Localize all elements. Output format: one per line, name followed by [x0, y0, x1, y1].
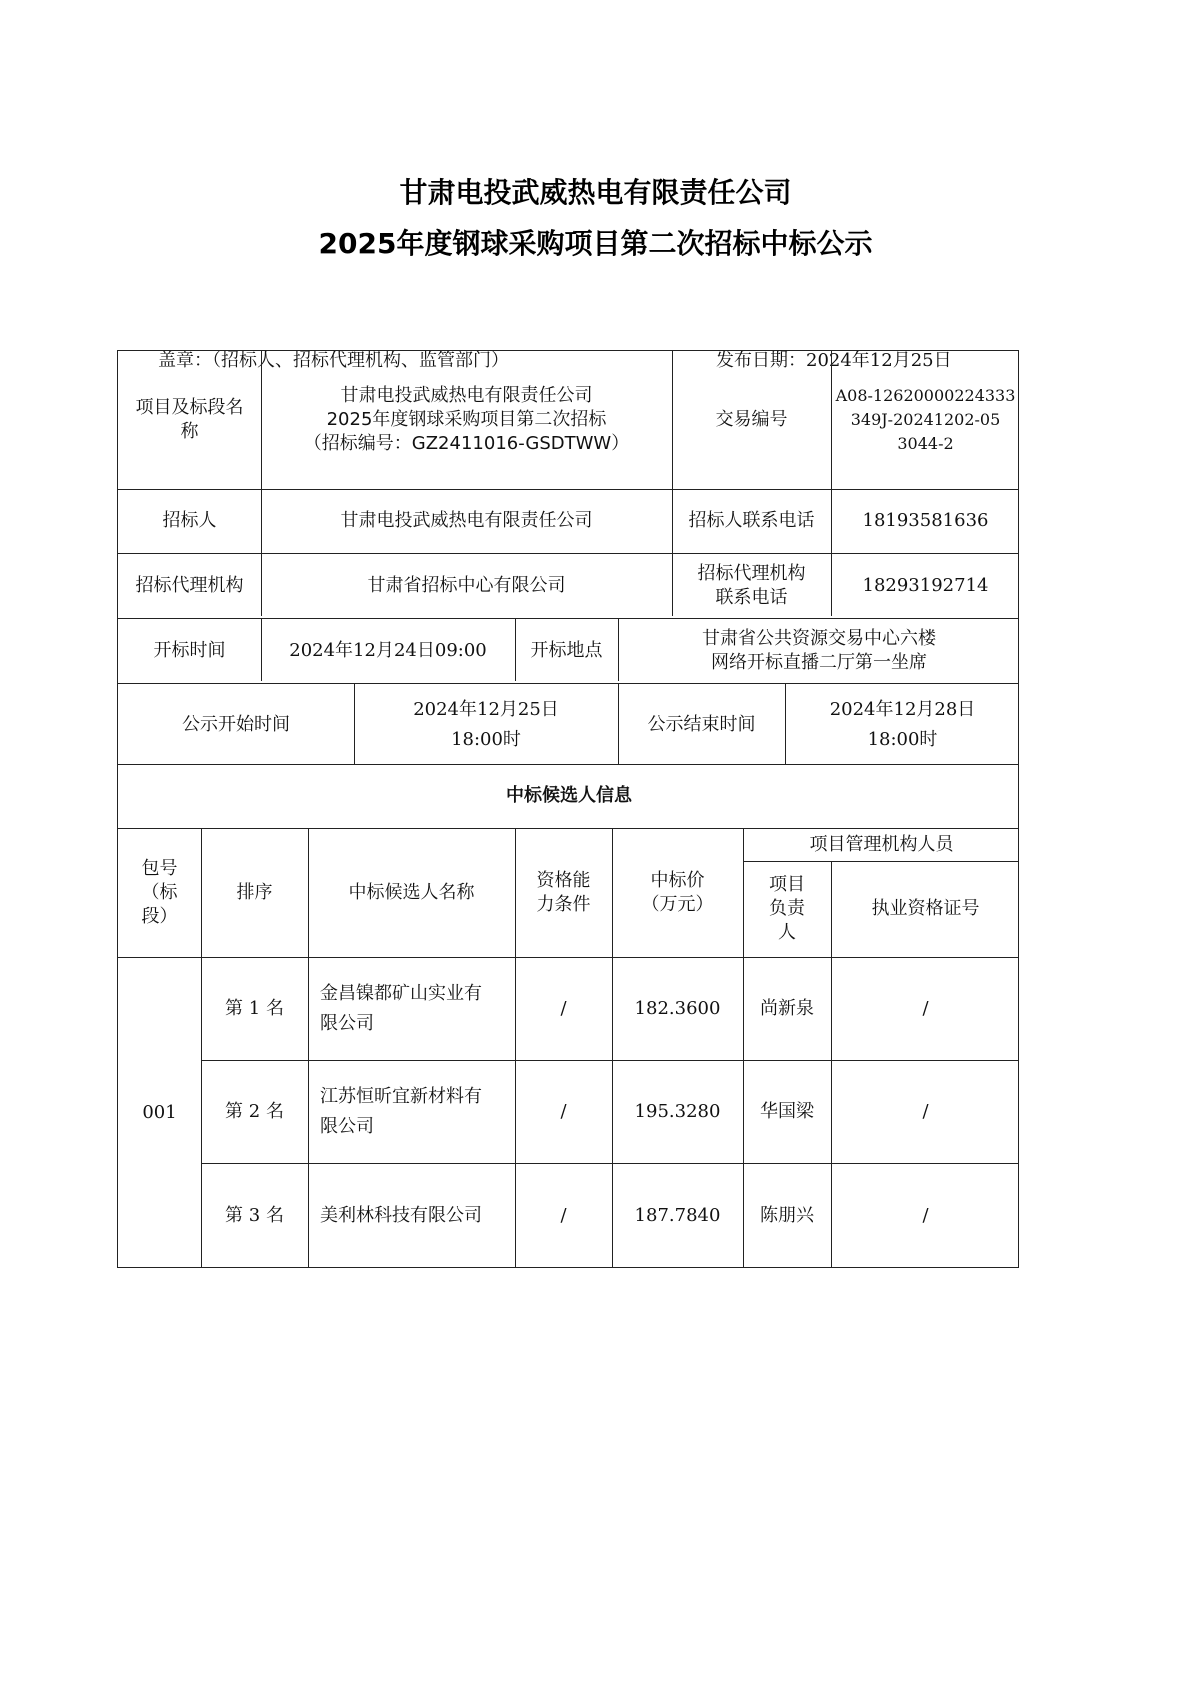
title-line-1: 甘肃电投武威热电有限责任公司: [399, 176, 792, 209]
agency-phone: 18293192714: [862, 574, 989, 596]
header-qualification: 资格能力条件: [536, 869, 591, 915]
open-place: 甘肃省公共资源交易中心六楼 网络开标直播二厅第一坐席: [702, 627, 936, 673]
notice-end-label: 公示结束时间: [647, 713, 756, 735]
project-label: 项目及标段名称: [135, 397, 244, 442]
trade-no-label: 交易编号: [715, 409, 788, 430]
row1-rank: 第 1 名: [225, 997, 284, 1019]
publish-date: 发布日期：2024年12月25日: [716, 350, 952, 371]
tenderer-phone: 18193581636: [862, 510, 989, 531]
agency-label: 招标代理机构: [135, 574, 244, 596]
notice-start-label: 公示开始时间: [182, 713, 290, 735]
header-leader: 项目负责人: [769, 874, 805, 943]
row1-cert: /: [922, 997, 929, 1019]
row1-name: 金昌镍都矿山实业有 限公司: [320, 982, 482, 1034]
stamp-note: 盖章：（招标人、招标代理机构、监管部门）: [158, 350, 509, 371]
row3-leader: 陈朋兴: [760, 1204, 814, 1226]
row3-rank: 第 3 名: [225, 1204, 284, 1226]
row2-rank: 第 2 名: [225, 1100, 284, 1122]
section-title: 中标候选人信息: [506, 785, 632, 806]
candidates-table: [117, 764, 1019, 1268]
row2-leader: 华国梁: [760, 1100, 814, 1122]
trade-no: A08-12620000224333 349J-20241202-05 3044-2: [835, 386, 1016, 453]
notice-end: 2024年12月28日 18:00时: [829, 698, 976, 750]
row2-price: 195.3280: [634, 1100, 721, 1122]
row3-qualification: /: [560, 1204, 567, 1226]
open-place-label: 开标地点: [530, 639, 603, 661]
header-name: 中标候选人名称: [348, 881, 475, 903]
row1-leader: 尚新泉: [760, 997, 814, 1019]
header-cert: 执业资格证号: [871, 898, 980, 919]
tenderer-label: 招标人: [162, 510, 217, 531]
notice-start: 2024年12月25日 18:00时: [413, 698, 559, 750]
tenderer-phone-label: 招标人联系电话: [688, 510, 815, 531]
project-name: 甘肃电投武威热电有限责任公司 2025年度钢球采购项目第二次招标 （招标编号：GZ2411016-GSDTWW）: [303, 385, 630, 454]
header-price: 中标价（万元）: [641, 869, 714, 915]
row2-cert: /: [922, 1100, 929, 1122]
header-staff-group: 项目管理机构人员: [809, 833, 954, 855]
row2-name: 江苏恒昕宜新材料有 限公司: [320, 1085, 482, 1137]
package-no: 001: [142, 1101, 177, 1123]
row2-qualification: /: [560, 1100, 567, 1122]
tenderer: 甘肃电投武威热电有限责任公司: [340, 510, 593, 531]
open-time: 2024年12月24日09:00: [289, 639, 487, 661]
agency-phone-label: 招标代理机构 联系电话: [697, 562, 806, 608]
agency: 甘肃省招标中心有限公司: [367, 574, 566, 596]
row1-qualification: /: [560, 997, 567, 1019]
info-table: [117, 350, 1019, 765]
header-package: 包号（标段）: [141, 857, 178, 927]
row3-price: 187.7840: [634, 1204, 721, 1226]
row3-cert: /: [922, 1204, 929, 1226]
row3-name: 美利林科技有限公司: [320, 1204, 482, 1226]
row1-price: 182.3600: [634, 997, 721, 1019]
open-time-label: 开标时间: [153, 639, 226, 661]
title-line-2: 2025年度钢球采购项目第二次招标中标公示: [318, 227, 873, 260]
header-rank: 排序: [236, 881, 273, 903]
